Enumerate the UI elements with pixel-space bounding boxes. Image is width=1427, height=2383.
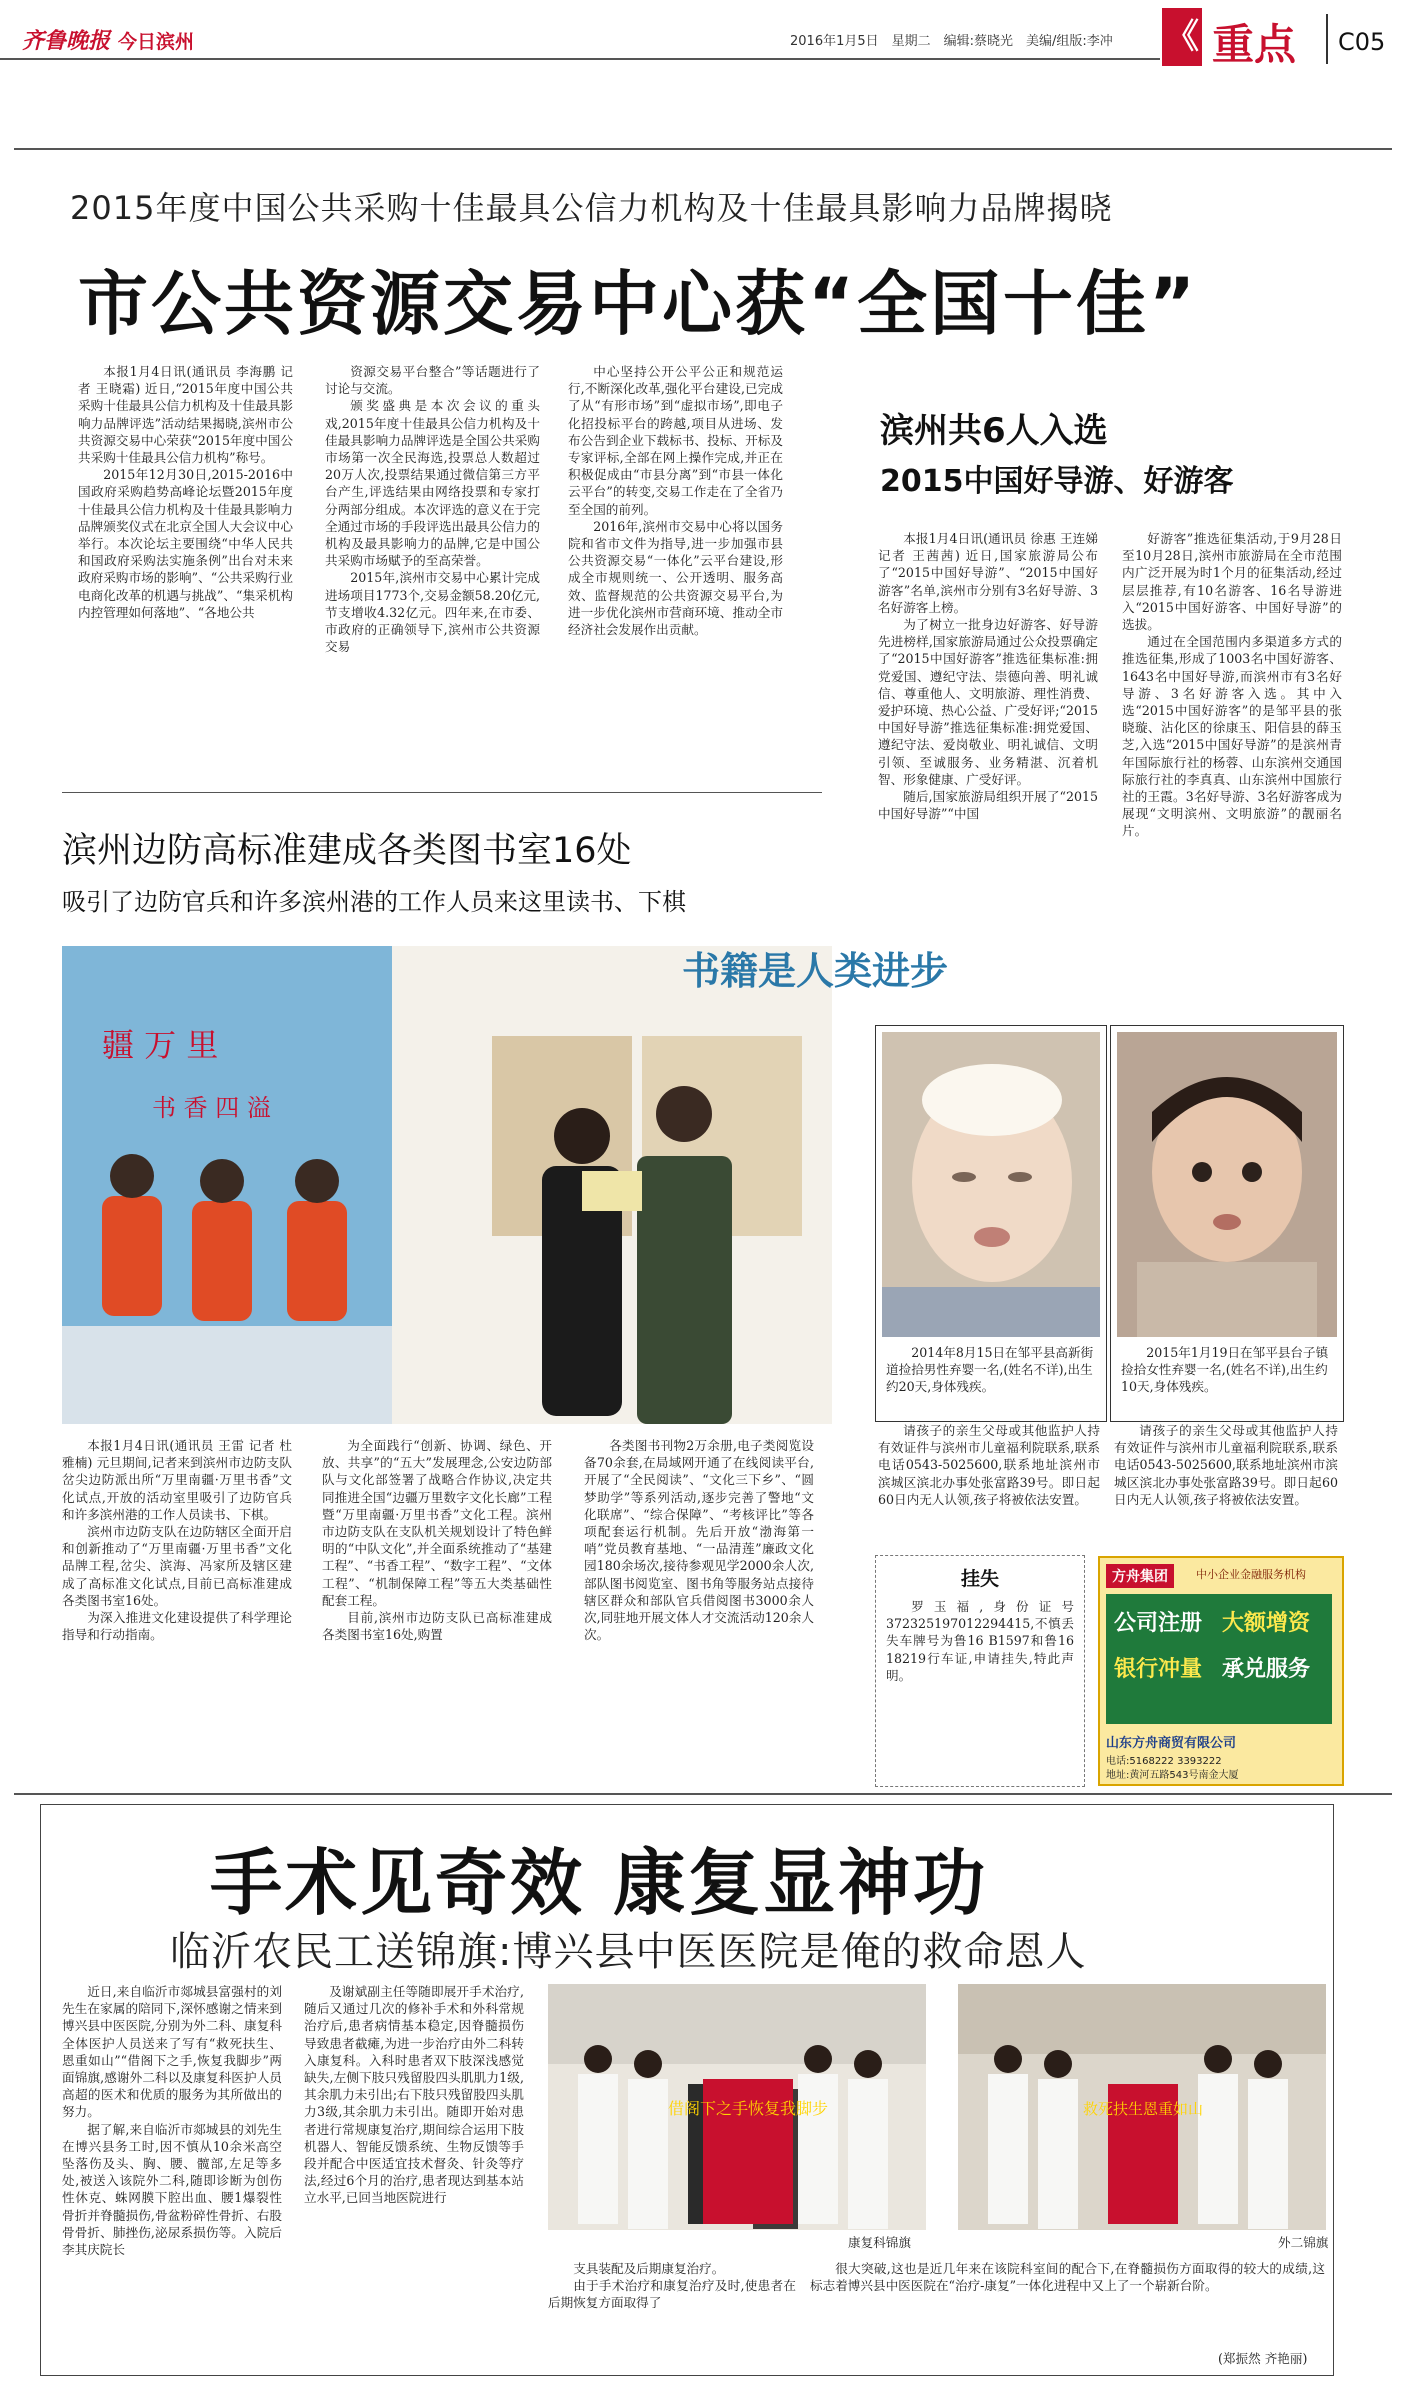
paragraph: 各类图书刊物2万余册,电子类阅览设备70余套,在局域网开通了在线阅读平台,开展了“全民阅读”、“文化三下乡”、“圆梦助学”等系列活动,逐步完善了警地“文化联席”、“综合保障”、“考核评比”等各项配套运行机制。先后开放“渤海第一哨”党员教育基地、“一品清莲”廉政文化园180余场次,接待参观见学2000余人次,部队图书阅览室、图书角等服务站点接待辖区群众和部队官兵借阅图书3000余人次,同驻地开展文体人才交流活动120余人次。 bbox=[584, 1438, 814, 1643]
hospital-photo-1 bbox=[548, 1984, 926, 2230]
ad-company: 山东方舟商贸有限公司 bbox=[1106, 1736, 1237, 1751]
child-note-1 bbox=[878, 1422, 1100, 1542]
lost-notice-title: 挂失 bbox=[960, 1568, 999, 1590]
section-rule bbox=[62, 792, 822, 793]
article1-col3 bbox=[568, 363, 783, 755]
child-note-2 bbox=[1114, 1422, 1338, 1542]
article3-col2 bbox=[322, 1437, 552, 1782]
article4-headline: 手术见奇效 康复显神功 bbox=[210, 1841, 989, 1925]
ad-line: 大额增资 bbox=[1222, 1611, 1311, 1636]
section-key: 重点 bbox=[1212, 20, 1297, 69]
paragraph: 为了树立一批身边好游客、好导游先进榜样,国家旅游局通过公众投票确定了“2015中国好游客”推选征集标准:拥党爱国、遵纪守法、崇德向善、明礼诚信、尊重他人、文明旅游、理性消费、爱护环境、热心公益、广受好评;“2015中国好导游”推选征集标准:拥党爱国、遵纪守法、爱岗敬业、明礼诚信、文明引领、至诚服务、业务精湛、沉着机智、形象健康、广受好评。 bbox=[878, 617, 1098, 787]
paragraph: 近日,来自临沂市郯城县富强村的刘先生在家属的陪同下,深怀感谢之情来到博兴县中医医院,分别为外二科、康复科全体医护人员送来了写有“救死扶生、恩重如山”“借阁下之手,恢复我脚步”两面锦旗,感谢外二科以及康复科医护人员高超的医术和优质的服务为其所做出的努力。 bbox=[62, 1984, 282, 2120]
paragraph: 中心坚持公开公平公正和规范运行,不断深化改革,强化平台建设,已完成了从“有形市场”到“虚拟市场”,即电子化招投标平台的跨越,项目从进场、发布公告到企业下载标书、投标、开标及专家评标,全部在网上操作完成,并正在积极促成由“市县分离”到“市县一体化云平台”的转变,交易工作走在了全省乃至全国的前列。 bbox=[568, 364, 783, 517]
advertisement[interactable] bbox=[1098, 1556, 1344, 1786]
banner-text: 救死扶生恩重如山 bbox=[1082, 2100, 1204, 2118]
ad-phone: 电话:5168222 3393222 bbox=[1106, 1756, 1222, 1767]
section-rule bbox=[14, 1793, 1392, 1795]
child-notice-2 bbox=[1110, 1025, 1344, 1422]
newspaper-logo: 齐鲁晚报 bbox=[22, 28, 111, 54]
paragraph: 好游客”推选征集活动,于9月28日至10月28日,滨州市旅游局在全市范围内广泛开展为时1个月的征集活动,经过层层推荐,有10名游客、16名导游进入“2015中国好游客、中国好导游”的选拔。 bbox=[1122, 531, 1342, 633]
paragraph: 2016年,滨州市交易中心将以国务院和省市文件为指导,进一步加强市县公共资源交易“一体化”云平台建设,形成全市规则统一、公开透明、服务高效、监督规范的公共资源交易平台,为进一步优化滨州市营商环境、推动全市经济社会发展作出贡献。 bbox=[568, 518, 783, 638]
child-caption-2: 2015年1月19日在邹平县台子镇捡拾女性弃婴一名,(姓名不详),出生约10天,身体残疾。 bbox=[1121, 1345, 1329, 1395]
baby-photo-2 bbox=[1117, 1032, 1337, 1337]
hospital-photo-2 bbox=[958, 1984, 1326, 2230]
paragraph: 由于手术治疗和康复治疗及时,使患者在后期恢复方面取得了 bbox=[548, 2278, 796, 2311]
paragraph: 支具装配及后期康复治疗。 bbox=[573, 2261, 725, 2276]
paragraph: 目前,滨州市边防支队已高标准建成各类图书室16处,购置 bbox=[322, 1610, 552, 1643]
paragraph: 很大突破,这也是近几年来在该院科室间的配合下,在脊髓损伤方面取得的较大的成绩,这标志着博兴县中医医院在“治疗-康复”一体化进程中又上了一个崭新台阶。 bbox=[810, 2261, 1325, 2294]
article3-col1 bbox=[62, 1437, 292, 1782]
ad-address: 地址:黄河五路543号南金大厦 bbox=[1106, 1770, 1239, 1781]
article4-col4 bbox=[810, 2260, 1325, 2360]
top-rule bbox=[14, 148, 1392, 150]
article2-title: 滨州共6人入选 bbox=[880, 411, 1108, 451]
paragraph: 颁奖盛典是本次会议的重头戏,2015年度十佳最具公信力机构及十佳最具影响力品牌评选是全国公共采购市场第一次全民海选,投票总人数超过20万人次,投票结果通过微信第三方平台产生,评选结果由网络投票和专家打分两部分组成。本次评选的意义在于完全通过市场的手段评选出最具公信力的机构及最具影响力的品牌,它是中国公共采购市场赋予的至高荣誉。 bbox=[325, 398, 540, 569]
ad-line: 公司注册 bbox=[1114, 1611, 1203, 1636]
paragraph: 资源交易平台整合”等话题进行了讨论与交流。 bbox=[325, 364, 540, 397]
paragraph: 请孩子的亲生父母或其他监护人持有效证件与滨州市儿童福利院联系,联系电话0543-5025600,联系地址滨州市滨城区滨北办事处张富路39号。即日起60日内无人认领,孩子将被依法安置。 bbox=[878, 1423, 1100, 1507]
ad-tag: 中小企业金融服务机构 bbox=[1196, 1568, 1306, 1581]
paragraph: 2015年,滨州市交易中心累计完成进场项目1773个,交易金额58.20亿元,节支增收4.32亿元。四年来,在市委、市政府的正确领导下,滨州市公共资源交易 bbox=[325, 570, 540, 655]
article1-col2 bbox=[325, 363, 540, 755]
article3-title: 滨州边防高标准建成各类图书室16处 bbox=[62, 831, 632, 871]
header-divider bbox=[1326, 14, 1328, 64]
paragraph: 为深入推进文化建设提供了科学理论指导和行动指南。 bbox=[62, 1610, 292, 1643]
photo2-caption: 外二锦旗 bbox=[1278, 2235, 1329, 2250]
paragraph: 为全面践行“创新、协调、绿色、开放、共享”的“五大”发展理念,公安边防部队与文化部签署了战略合作协议,决定共同推进全国“边疆万里数字文化长廊”工程暨“万里南疆·万里书香”文化工程。滨州市边防支队在支队机关规划设计了特色鲜明的“中队文化”,并全面系统推动了“基建工程”、“书香工程”、“数字工程”、“文体工程”、“机制保障工程”等五大类基础性配套工程。 bbox=[322, 1438, 552, 1608]
page-number: C05 bbox=[1338, 28, 1386, 56]
paragraph: 通过在全国范围内多渠道多方式的推选征集,形成了1003名中国好游客、1643名中国好导游,而滨州市有3名好导游、3名好游客入选。其中入选“2015中国好游客”的是邹平县的张晓璇、沾化区的徐康玉、阳信县的薛玉芝,入选“2015中国好导游”的是滨州青年国际旅行社的杨蓉、山东滨州交通国际旅行社的李真真、山东滨州中国旅行社的王霞。3名好导游、3名好游客成为展现“文明滨州、文明旅游”的靓丽名片。 bbox=[1122, 634, 1342, 839]
banner-text: 借阁下之手恢复我脚步 bbox=[667, 2099, 829, 2118]
header-rule bbox=[0, 58, 1160, 60]
paragraph: 滨州市边防支队在边防辖区全面开启和创新推动了“万里南疆·万里书香”文化品牌工程,岔尖、滨海、冯家所及辖区建成了高标准文化试点,目前已高标准建成各类图书室16处。 bbox=[62, 1524, 292, 1608]
ad-brand: 方舟集团 bbox=[1106, 1564, 1174, 1588]
article1-col1 bbox=[78, 363, 293, 755]
ad-line: 银行冲量 bbox=[1114, 1657, 1203, 1682]
lost-notice bbox=[875, 1555, 1085, 1787]
article2-col1 bbox=[878, 530, 1098, 990]
paragraph: 及谢斌副主任等随即展开手术治疗,随后又通过几次的修补手术和外科常规治疗后,患者病情基本稳定,因脊髓损伤导致患者截瘫,为进一步治疗由外二科转入康复科。入科时患者双下肢深浅感觉缺失,左侧下肢只残留股四头肌肌力1级,其余肌力未引出;右下肢只残留股四头肌力3级,其余肌力未引出。随即开始对患者进行常规康复治疗,期间综合运用下肢机器人、智能反馈系统、生物反馈等手段并配合中医适宜技术督灸、针灸等疗法,经过6个月的治疗,患者现达到基本站立水平,已回当地医院进行 bbox=[304, 1984, 524, 2206]
article4-col1 bbox=[62, 1983, 282, 2373]
section-name: 今日滨州 bbox=[118, 31, 195, 53]
article2-subtitle: 2015中国好导游、好游客 bbox=[880, 464, 1234, 499]
ad-banner bbox=[1106, 1594, 1332, 1724]
article1-headline: 市公共资源交易中心获“全国十佳” bbox=[78, 263, 1199, 345]
library-photo bbox=[62, 946, 949, 1424]
article3-col3 bbox=[584, 1437, 814, 1782]
paragraph: 本报1月4日讯(通讯员 李海鹏 记者 王晓霜) 近日,“2015年度中国公共采购十佳最具公信力机构及十佳最具影响力品牌评选”活动结果揭晓,滨州市公共资源交易中心荣获“2015年度中国公共采购十佳最具公信力机构”称号。 bbox=[78, 364, 293, 466]
photo-wall-text-2: 书 香 四 溢 bbox=[152, 1094, 271, 1122]
issue-meta: 2016年1月5日 星期二 编辑:蔡晓光 美编/组版:李冲 bbox=[790, 34, 1113, 49]
article4-subtitle: 临沂农民工送锦旗:博兴县中医医院是俺的救命恩人 bbox=[170, 1929, 1087, 1975]
article2-col2 bbox=[1122, 530, 1342, 990]
article1-kicker: 2015年度中国公共采购十佳最具公信力机构及十佳最具影响力品牌揭晓 bbox=[70, 189, 1113, 227]
paragraph: 随后,国家旅游局组织开展了“2015中国好导游”“中国 bbox=[878, 789, 1098, 822]
article4-col2 bbox=[304, 1983, 524, 2373]
child-notice-1 bbox=[875, 1025, 1107, 1422]
photo-sign: 书籍是人类进步 bbox=[682, 949, 949, 993]
paragraph: 请孩子的亲生父母或其他监护人持有效证件与滨州市儿童福利院联系,联系电话0543-5025600,联系地址滨州市滨城区滨北办事处张富路39号。即日起60日内无人认领,孩子将被依法安置。 bbox=[1114, 1423, 1338, 1507]
article4-byline: (郑振然 齐艳丽) bbox=[1218, 2351, 1308, 2366]
lost-notice-body bbox=[886, 1598, 1074, 1778]
photo-wall-text-1: 疆 万 里 bbox=[102, 1026, 219, 1064]
paragraph: 2015年12月30日,2015-2016中国政府采购趋势高峰论坛暨2015年度十佳最具公信力机构及十佳最具影响力品牌颁奖仪式在北京全国人大会议中心举行。本次论坛主要围绕“中华人民共和国政府采购法实施条例”出台对未来政府采购市场的影响”、“公共采购行业电商化改革的机遇与挑战”、“集采机构内控管理如何落地”、“各地公共 bbox=[78, 467, 293, 620]
back-arrow-icon[interactable]: 《 bbox=[1162, 8, 1202, 66]
child-caption-1: 2014年8月15日在邹平县高新街道捡拾男性弃婴一名,(姓名不详),出生约20天,身体残疾。 bbox=[886, 1345, 1094, 1395]
ad-line: 承兑服务 bbox=[1222, 1657, 1311, 1682]
article3-subtitle: 吸引了边防官兵和许多滨州港的工作人员来这里读书、下棋 bbox=[62, 888, 686, 916]
paragraph: 据了解,来自临沂市郯城县的刘先生在博兴县务工时,因不慎从10余米高空坠落伤及头、胸、腰、髋部,左足等多处,被送入该院外二科,随即诊断为创伤性休克、蛛网膜下腔出血、腰1爆裂性骨折并脊髓损伤,骨盆粉碎性骨折、右股骨骨折、肺挫伤,泌尿系损伤等。入院后李其庆院长 bbox=[62, 2121, 282, 2258]
paragraph: 本报1月4日讯(通讯员 徐惠 王连娣 记者 王茜茜) 近日,国家旅游局公布了“2015中国好导游”、“2015中国好游客”名单,滨州市分别有3名好导游、3名好游客上榜。 bbox=[878, 531, 1098, 615]
paragraph: 罗玉福,身份证号372325197012294415,不慎丢失车牌号为鲁16 B1597和鲁16 18219行车证,申请挂失,特此声明。 bbox=[886, 1599, 1074, 1683]
baby-photo-1 bbox=[882, 1032, 1100, 1337]
paragraph: 本报1月4日讯(通讯员 王雷 记者 杜雅楠) 元旦期间,记者来到滨州市边防支队岔尖边防派出所“万里南疆·万里书香”文化试点,开放的活动室里吸引了边防官兵和许多滨州港的工作人员读书、下棋。 bbox=[62, 1438, 292, 1522]
article4-col3 bbox=[548, 2260, 796, 2372]
photo1-caption: 康复科锦旗 bbox=[848, 2235, 911, 2250]
